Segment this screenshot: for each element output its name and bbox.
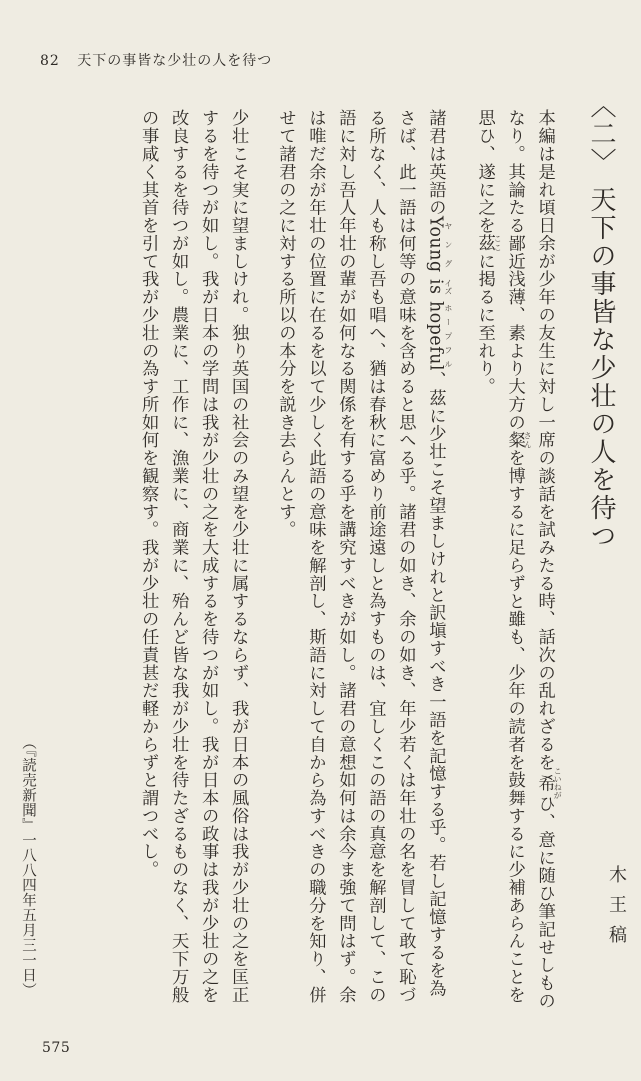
ruby-is: isイズ: [425, 278, 453, 295]
ruby-san: 粲さん: [504, 431, 533, 449]
paragraph-1: [470, 109, 562, 1012]
paragraph-3: 少壮こそ実に望ましけれ。独り英国の社会のみ望を少壮に属するならず、我が日本の風俗は我が少壮の之を匡正するを待つが如し。我が日本の学問は我が少壮の之を大成するを待つが如し。我が日本の政事は我が少壮の之を改良するを待つが如し。農業に、工作に、漁業に、商業に、殆んど皆な我が少壮を待たざるものなく、天下万般の事咸く其首を引て我が少壮の為す所如何を観察す。我が少壮の任責甚だ軽からずと謂つべし。: [138, 109, 249, 1004]
article-title-text: 天下の事皆な少壮の人を待つ: [586, 186, 616, 550]
article-body: [13, 92, 623, 1012]
source-citation: （『読売新聞』一八八四年五月三一日）: [20, 735, 36, 998]
header-page-number: 82: [40, 53, 60, 69]
p1-text-c: を博するに足らずと雖も、少年の読者を鼓舞するに少補あらんことを思ひ、遂に之を: [474, 109, 525, 1004]
p2-text-a: 諸君は英語の: [425, 109, 446, 217]
ruby-young: Youngヤング: [425, 216, 453, 273]
footer-page-number: 575: [42, 1040, 71, 1056]
p2-text-c: 、茲に少壮こそ望ましけれと訳塡すべき一語を記憶する乎。若し記憶するを為さば、此一語は何等の意味を含めると思へる乎。諸君の如き、余の如き、年少若くは年壮の名を冒して敢て恥づる所なく、人も称し吾も唱へ、猶は春秋に富めり前途遠しと為すものは、宜しくこの語の真意を解剖して、この語に対し吾人年壮の輩が如何なる関係を有する乎を講究すべきが如し。諸君の意想如何は余今ま強て問はず。余は唯だ余が年壮の位置に在るを以て少しく此語の意味を解剖し、斯語に対して自から為すべきの職分を知り、併せて諸君の之に対する所以の本分を説き去らんとす。: [275, 109, 446, 1004]
ruby-hopeful: hopefulホープフル: [425, 300, 453, 371]
running-header: [40, 50, 272, 70]
p1-text-b: ひ、意に随ひ筆記せしものなり。其論たる鄙近浅薄、素より大方の: [504, 109, 555, 1010]
author-credit: 木王稿: [606, 865, 627, 955]
article-number: 〈二〉: [586, 92, 616, 176]
ruby-koko: 茲ここ: [474, 234, 503, 253]
ruby-kojine: 希こいねが: [534, 766, 563, 799]
p1-text-d: に掲るに至れり。: [474, 252, 495, 396]
paragraph-2: [270, 109, 452, 1012]
p1-text-a: 本編は是れ頃日余が少年の友生に対し一席の談話を試みたる時、話次の乱れざるを: [534, 109, 555, 771]
header-running-title: 天下の事皆な少壮の人を待つ: [77, 53, 273, 69]
